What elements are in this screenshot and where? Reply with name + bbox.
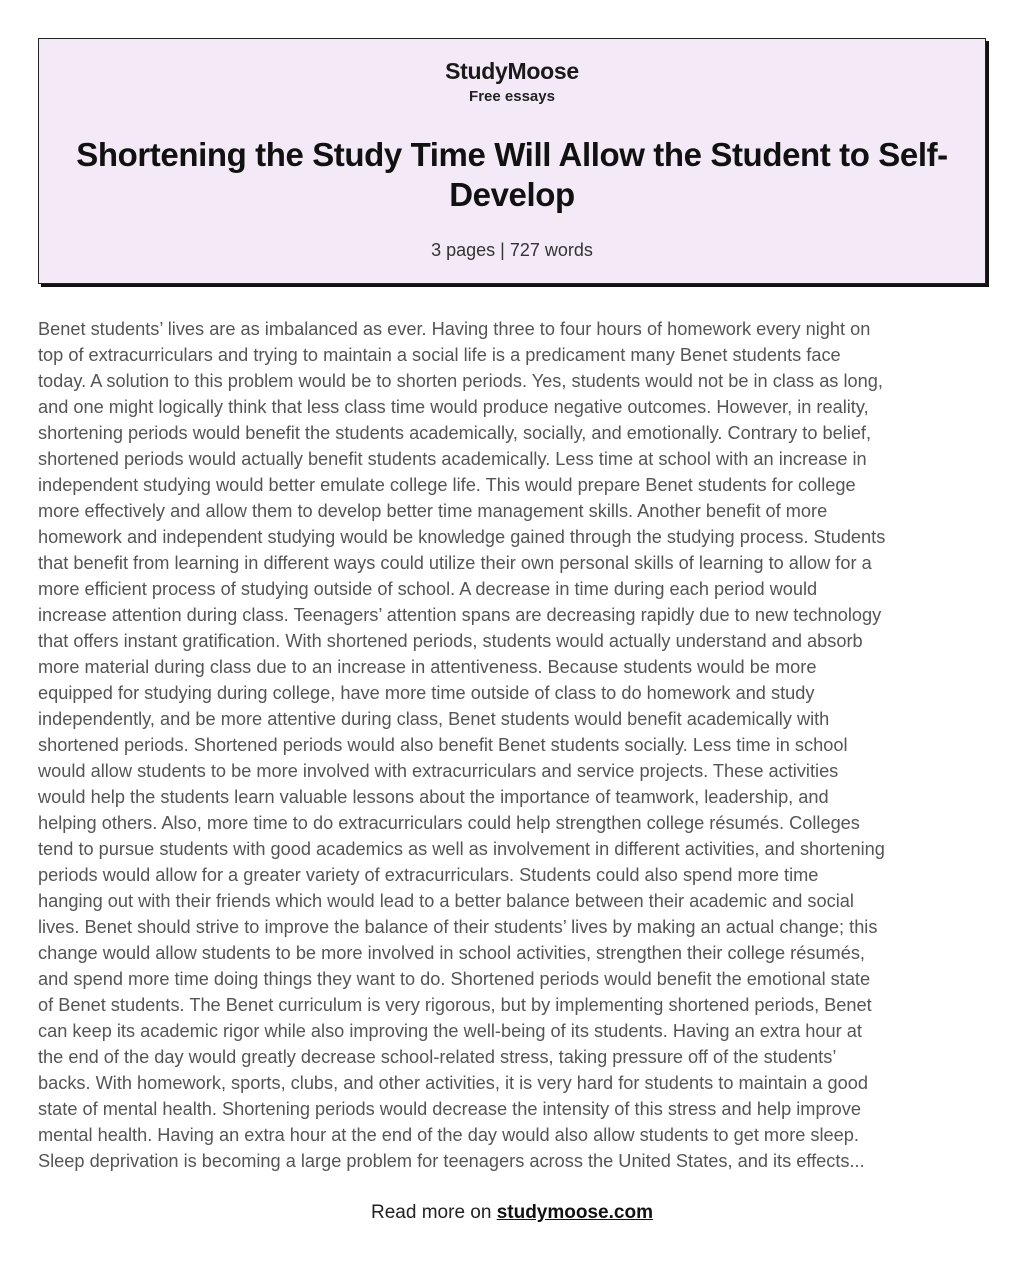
brand-logo: StudyMoose <box>445 58 579 84</box>
brand-tagline: Free essays <box>469 88 555 105</box>
body-line: and one might logically think that less class time would produce negative outcomes. However, in reality, <box>38 397 869 417</box>
body-line: shortened periods. Shortened periods would also benefit Benet students socially. Less time in school <box>38 735 848 755</box>
body-line: state of mental health. Shortening periods would decrease the intensity of this stress and help improve <box>38 1099 861 1119</box>
body-line: that offers instant gratification. With shortened periods, students would actually understand and absorb <box>38 631 863 651</box>
body-line: Benet students’ lives are as imbalanced as ever. Having three to four hours of homework every night on <box>38 319 871 339</box>
body-line: shortened periods would actually benefit students academically. Less time at school with an increase in <box>38 449 867 469</box>
body-line: independently, and be more attentive during class, Benet students would benefit academically with <box>38 709 830 729</box>
body-line: would allow students to be more involved with extracurriculars and service projects. These activities <box>38 761 839 781</box>
essay-header <box>38 38 986 284</box>
body-line: hanging out with their friends which would lead to a better balance between their academic and social <box>38 891 854 911</box>
body-line: shortening periods would benefit the students academically, socially, and emotionally. Contrary to belief, <box>38 423 872 443</box>
essay-body <box>38 316 998 1174</box>
body-line: change would allow students to be more involved in school activities, strengthen their college résumés, <box>38 943 865 963</box>
body-line: equipped for studying during college, have more time outside of class to do homework and study <box>38 683 815 703</box>
body-line: homework and independent studying would be knowledge gained through the studying process. Students <box>38 527 886 547</box>
body-line: more efficient process of studying outside of school. A decrease in time during each period would <box>38 579 818 599</box>
studymoose-link[interactable]: studymoose.com <box>496 1202 653 1223</box>
body-line: can keep its academic rigor while also improving the well-being of its students. Having an extra hour at <box>38 1021 862 1041</box>
body-line: more material during class due to an increase in attentiveness. Because students would be more <box>38 657 817 677</box>
body-line: independent studying would better emulate college life. This would prepare Benet students for college <box>38 475 856 495</box>
body-line: tend to pursue students with good academics as well as involvement in different activities, and shortening <box>38 839 885 859</box>
body-line: the end of the day would greatly decrease school-related stress, taking pressure off of the students’ <box>38 1047 837 1067</box>
body-line: and spend more time doing things they want to do. Shortened periods would benefit the emotional state <box>38 969 871 989</box>
body-line: lives. Benet should strive to improve the balance of their students’ lives by making an actual change; this <box>38 917 878 937</box>
read-more-prefix: Read more on <box>371 1202 497 1223</box>
body-line: helping others. Also, more time to do extracurriculars could help strengthen college résumés. Colleges <box>38 813 860 833</box>
body-line: mental health. Having an extra hour at the end of the day would also allow students to get more sleep. <box>38 1125 859 1145</box>
body-line: Sleep deprivation is becoming a large problem for teenagers across the United States, and its effects... <box>38 1151 865 1171</box>
body-line: top of extracurriculars and trying to maintain a social life is a predicament many Benet students face <box>38 345 841 365</box>
body-line: of Benet students. The Benet curriculum is very rigorous, but by implementing shortened periods, Benet <box>38 995 872 1015</box>
essay-title: Shortening the Study Time Will Allow the Student to Self-Develop <box>76 136 948 213</box>
body-line: backs. With homework, sports, clubs, and other activities, it is very hard for students to maintain a good <box>38 1073 868 1093</box>
body-line: that benefit from learning in different ways could utilize their own personal skills of learning to allow for a <box>38 553 872 573</box>
read-more <box>0 1202 1024 1224</box>
essay-meta: 3 pages | 727 words <box>431 240 593 260</box>
body-line: periods would allow for a greater variety of extracurriculars. Students could also spend more time <box>38 865 819 885</box>
body-line: today. A solution to this problem would be to shorten periods. Yes, students would not be in class as long, <box>38 371 883 391</box>
body-line: increase attention during class. Teenagers’ attention spans are decreasing rapidly due to new technology <box>38 605 882 625</box>
body-line: would help the students learn valuable lessons about the importance of teamwork, leadership, and <box>38 787 829 807</box>
body-line: more effectively and allow them to develop better time management skills. Another benefit of more <box>38 501 828 521</box>
